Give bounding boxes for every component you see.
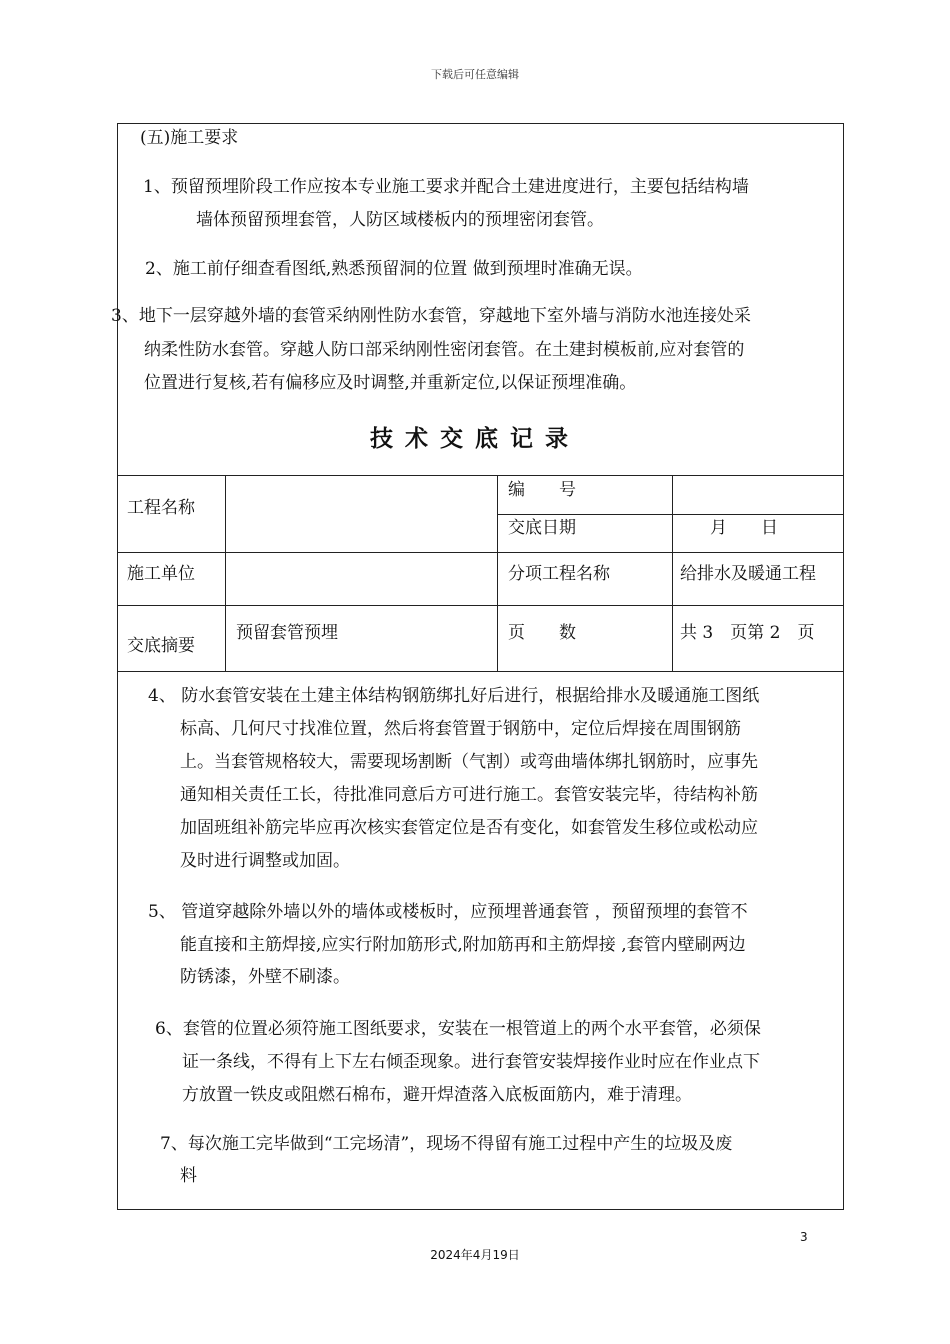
project-name-label: 工程名称: [127, 498, 195, 518]
item-1-line-2: 墙体预留预埋套管，人防区域楼板内的预埋密闭套管。: [196, 210, 604, 230]
pages-label: 页 数: [508, 623, 576, 643]
record-title: 技术交底记录: [370, 425, 580, 452]
page-number: 3: [800, 1230, 808, 1244]
item-3-line-1: 3、地下一层穿越外墙的套管采纳刚性防水套管，穿越地下室外墙与消防水池连接处采: [111, 306, 751, 326]
table-col-line-3: [672, 475, 673, 671]
item-4-line-3: 上。当套管规格较大，需要现场割断（气割）或弯曲墙体绑扎钢筋时，应事先: [180, 752, 758, 772]
item-4-line-1: 4、 防水套管安装在土建主体结构钢筋绑扎好后进行，根据给排水及暖通施工图纸: [148, 686, 760, 706]
item-5-line-2: 能直接和主筋焊接,应实行附加筋形式,附加筋再和主筋焊接 ,套管内壁刷两边: [180, 935, 746, 955]
item-2-line-1: 2、施工前仔细查看图纸,熟悉预留洞的位置 做到预埋时准确无误。: [145, 259, 643, 279]
sub-project-label: 分项工程名称: [508, 564, 610, 584]
item-7-line-1: 7、每次施工完毕做到“工完场清”，现场不得留有施工过程中产生的垃圾及废: [160, 1134, 733, 1154]
table-line-row-2: [117, 552, 844, 553]
sub-project-value: 给排水及暖通工程: [680, 564, 816, 584]
item-6-line-3: 方放置一铁皮或阻燃石棉布，避开焊渣落入底板面筋内，难于清理。: [182, 1085, 692, 1105]
number-label: 编 号: [508, 480, 576, 500]
item-4-line-2: 标高、几何尺寸找准位置，然后将套管置于钢筋中，定位后焊接在周围钢筋: [180, 719, 741, 739]
item-4-line-5: 加固班组补筋完毕应再次核实套管定位是否有变化，如套管发生移位或松动应: [180, 818, 758, 838]
header-note: 下载后可任意编辑: [431, 68, 519, 81]
summary-value: 预留套管预埋: [236, 623, 338, 643]
document-frame: [117, 123, 844, 1210]
item-6-line-1: 6、套管的位置必须符施工图纸要求，安装在一根管道上的两个水平套管，必须保: [155, 1019, 761, 1039]
item-1-line-1: 1、预留预埋阶段工作应按本专业施工要求并配合土建进度进行，主要包括结构墙: [143, 177, 749, 197]
table-col-line-2: [497, 475, 498, 671]
footer-date: 2024年4月19日: [430, 1248, 520, 1262]
item-5-line-3: 防锈漆，外壁不刷漆。: [180, 967, 350, 987]
table-line-top: [117, 475, 844, 476]
item-7-line-2: 料: [180, 1166, 197, 1186]
table-col-line-1: [225, 475, 226, 671]
date-value: 月 日: [710, 518, 778, 538]
unit-label: 施工单位: [127, 564, 195, 584]
item-4-line-6: 及时进行调整或加固。: [180, 851, 350, 871]
table-line-bottom: [117, 671, 844, 672]
table-line-number-split: [497, 514, 844, 515]
pages-value: 共 3 页第 2 页: [680, 623, 815, 643]
summary-label: 交底摘要: [127, 636, 195, 656]
item-5-line-1: 5、 管道穿越除外墙以外的墙体或楼板时，应预埋普通套管 ，预留预埋的套管不: [148, 902, 748, 922]
section-heading: (五)施工要求: [140, 128, 239, 148]
item-4-line-4: 通知相关责任工长，待批准同意后方可进行施工。套管安装完毕，待结构补筋: [180, 785, 758, 805]
item-3-line-2: 纳柔性防水套管。穿越人防口部采纳刚性密闭套管。在土建封模板前,应对套管的: [144, 340, 745, 360]
item-3-line-3: 位置进行复核,若有偏移应及时调整,并重新定位,以保证预埋准确。: [144, 373, 637, 393]
date-label: 交底日期: [508, 518, 576, 538]
item-6-line-2: 证一条线，不得有上下左右倾歪现象。进行套管安装焊接作业时应在作业点下: [182, 1052, 760, 1072]
table-line-row-3: [117, 605, 844, 606]
